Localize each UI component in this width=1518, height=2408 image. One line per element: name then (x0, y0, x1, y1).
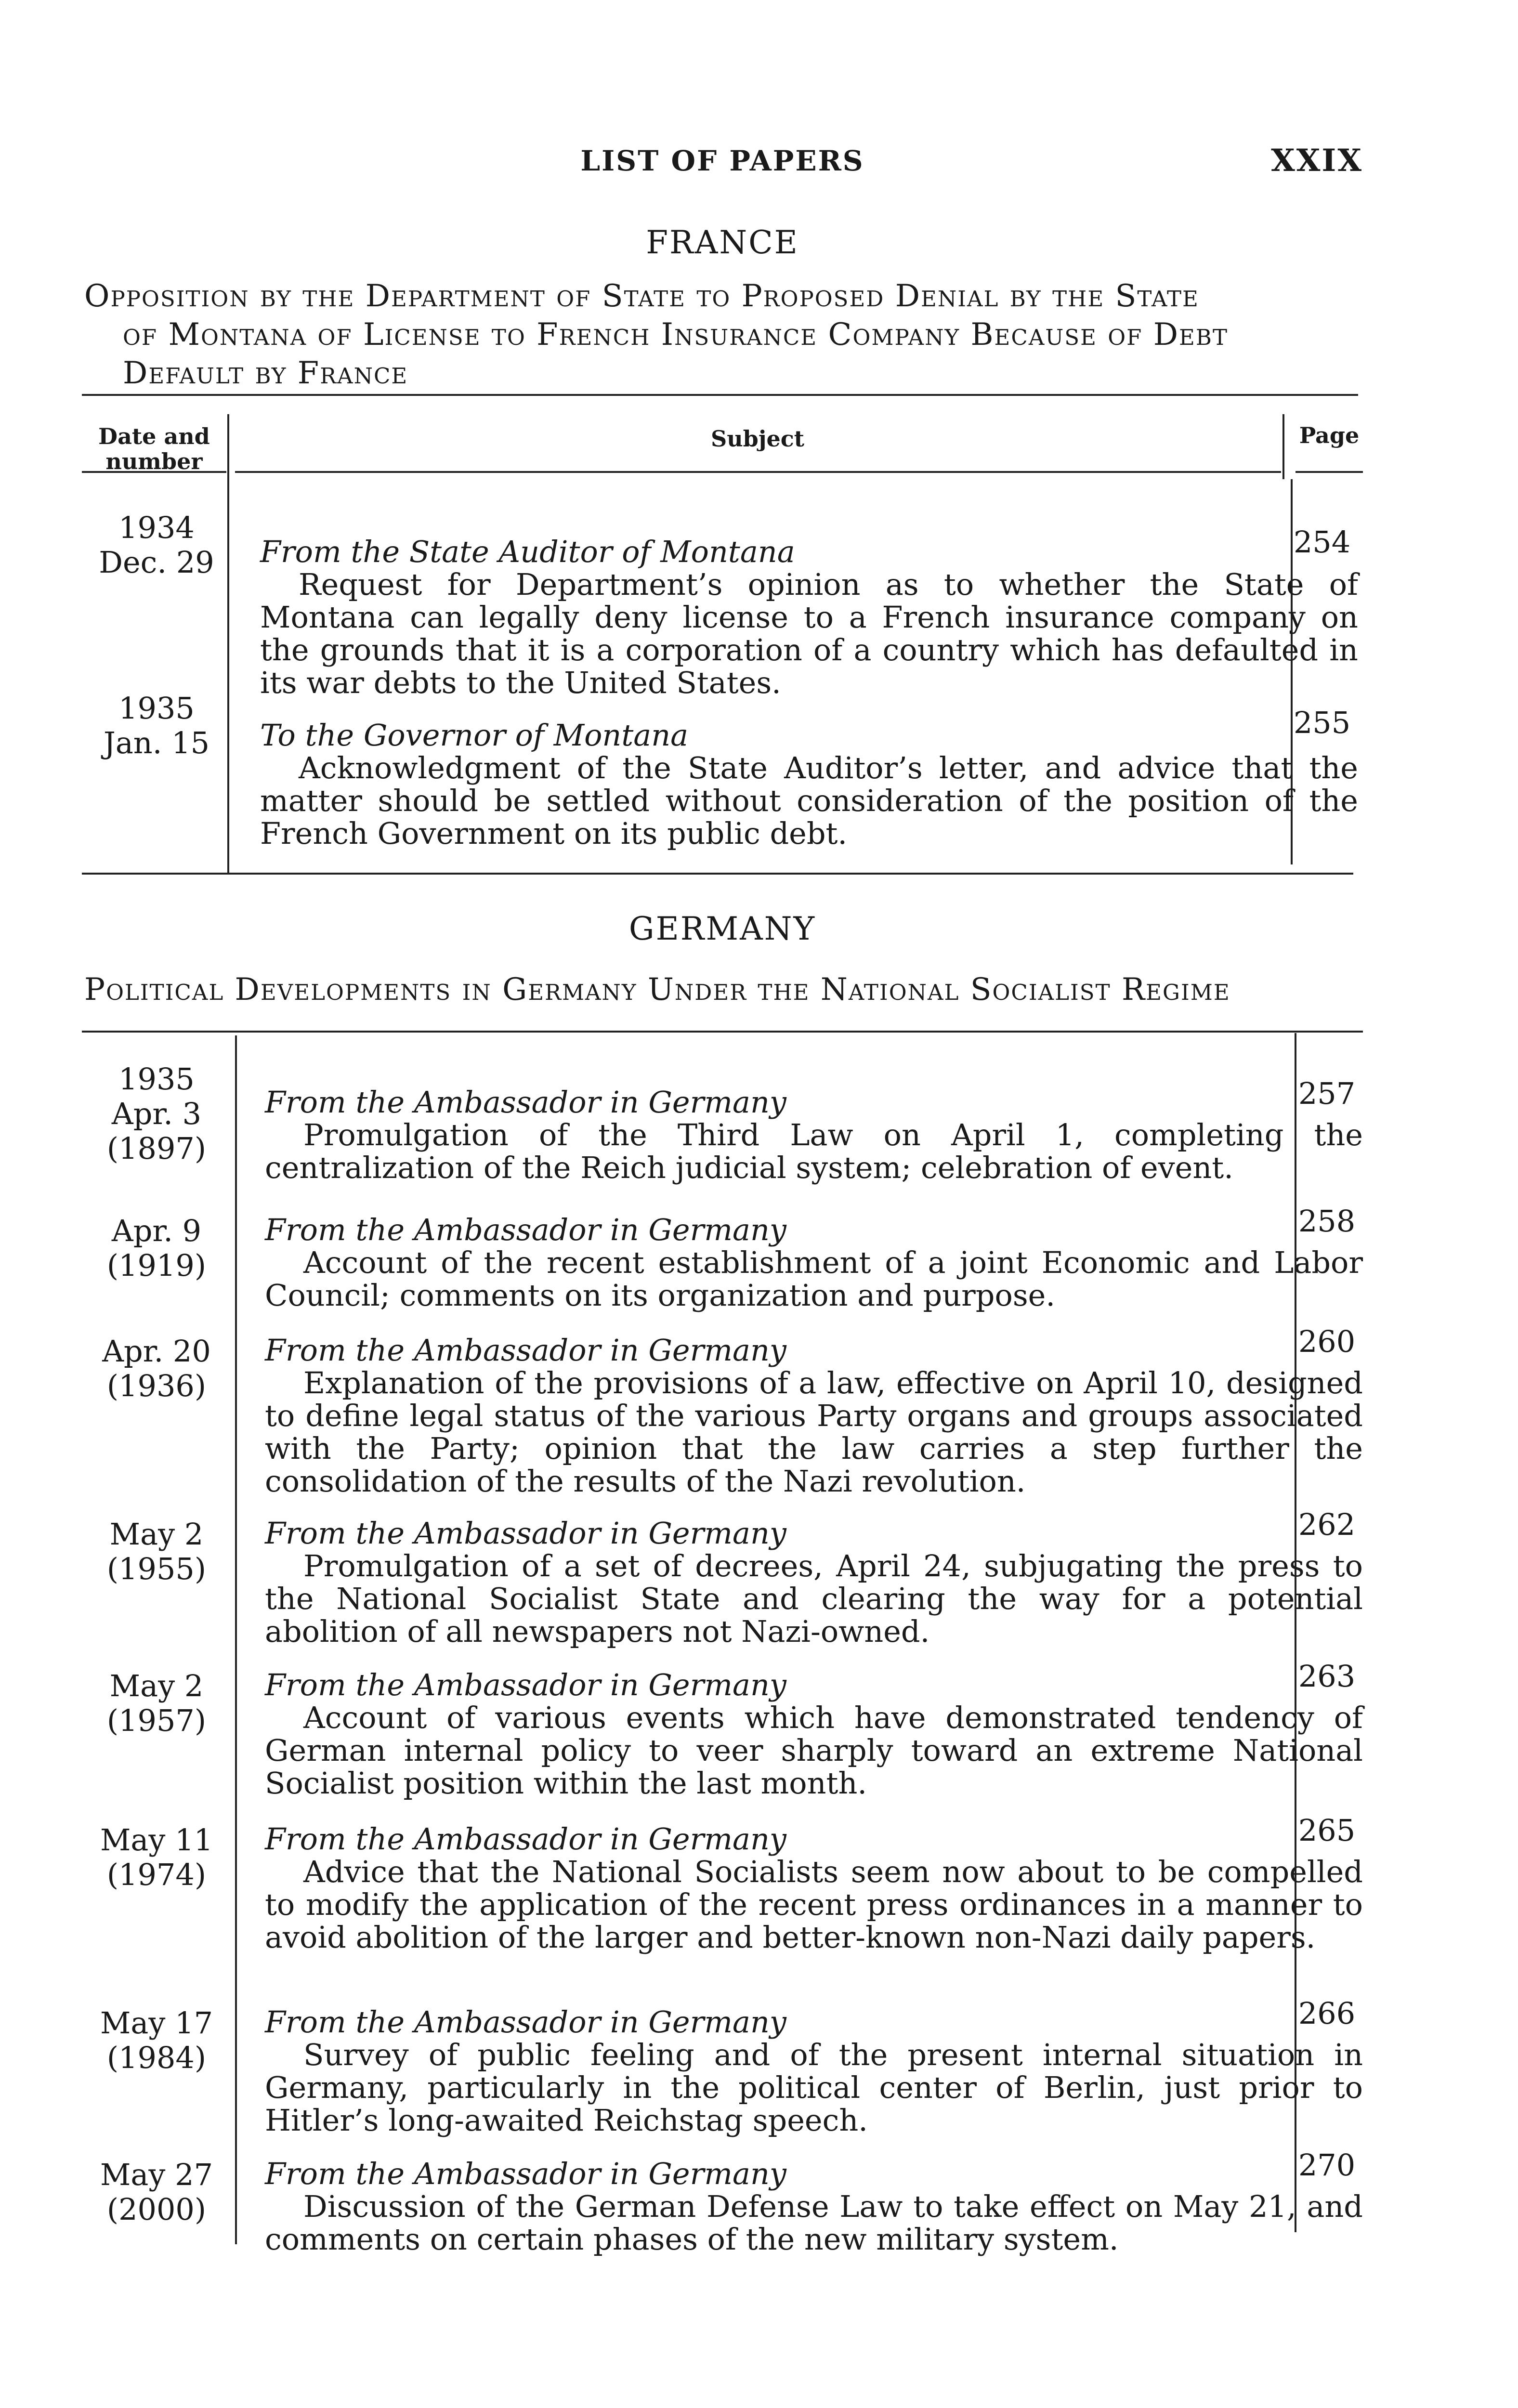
entry-description: Discussion of the German Defense Law to take effect on May 21, and comments on certain phases of the new military system. (265, 2189, 1363, 2257)
entry-body (265, 1086, 1363, 1184)
column-divider-page-header (1282, 414, 1284, 479)
entry-day: May 2 (109, 1668, 204, 1703)
column-divider-date (235, 1035, 237, 2244)
entry-number: (1919) (106, 1248, 207, 1283)
entry-day: Jan. 15 (103, 725, 210, 760)
country-heading-france: FRANCE (646, 224, 799, 261)
entry-date (82, 1062, 231, 1166)
entry-description: Survey of public feeling and of the present internal situation in Germany, particularly in the political center of Berlin, just prior to Hitler’s long-awaited Reichstag speech. (265, 2037, 1363, 2138)
entry-body (265, 1517, 1363, 1648)
entry-day: Apr. 3 (111, 1096, 202, 1131)
entry-source: From the Ambassador in Germany (265, 1085, 786, 1120)
entry-day: Dec. 29 (99, 545, 214, 580)
running-head (82, 140, 1363, 183)
entry-number: (1974) (106, 1857, 207, 1892)
entry-day: Apr. 9 (111, 1213, 202, 1248)
entry-page: 260 (1298, 1324, 1356, 1359)
entry-date (82, 1823, 231, 1892)
entry-source: From the State Auditor of Montana (260, 534, 795, 569)
entry-date (82, 1669, 231, 1738)
entry-date (82, 1517, 231, 1586)
entry-number: (1897) (106, 1131, 207, 1166)
entry-number: (1957) (106, 1703, 207, 1738)
entry-number: (2000) (106, 2192, 207, 2227)
entry-source: To the Governor of Montana (260, 718, 689, 753)
entry-number: (1955) (106, 1551, 207, 1586)
section-title-germany: Political Developments in Germany Under the National Socialist Regime (84, 972, 1230, 1008)
entry-page: 262 (1298, 1507, 1356, 1542)
entry-description: Account of the recent establishment of a joint Economic and Labor Council; comments on its organization and purpose. (265, 1245, 1363, 1313)
table-top-rule (82, 1031, 1363, 1033)
section-title-line: Opposition by the Department of State to Proposed Denial by the State (84, 278, 1199, 314)
header-rule-page (1296, 471, 1363, 473)
column-header-date-line: Date and (98, 423, 210, 449)
entry-date (82, 691, 231, 760)
entry-source: From the Ambassador in Germany (265, 1212, 786, 1247)
entry-date (82, 1334, 231, 1403)
entry-description: Request for Department’s opinion as to whether the State of Montana can legally deny license to a French insurance company on the grounds that it is a corporation of a country which has defaulted in its war debts to the United States. (260, 567, 1358, 700)
column-header-page: Page (1299, 422, 1360, 448)
table-bottom-rule (82, 873, 1353, 875)
country-heading-germany: GERMANY (628, 910, 816, 947)
running-title: LIST OF PAPERS (580, 144, 864, 177)
entry-day: May 2 (109, 1517, 204, 1552)
entry-body (260, 719, 1358, 850)
entry-page: 266 (1298, 1996, 1356, 2031)
entry-page: 263 (1298, 1659, 1356, 1694)
entry-body (265, 1669, 1363, 1800)
entry-page: 258 (1298, 1204, 1356, 1239)
entry-number: (1984) (106, 2040, 207, 2075)
entry-number: (1936) (106, 1368, 207, 1403)
entry-date (82, 2006, 231, 2075)
section-title-line: of Montana of License to French Insurance Company Because of Debt (123, 317, 1228, 353)
entry-description: Promulgation of the Third Law on April 1, completing the centralization of the Reich judicial system; celebration of event. (265, 1117, 1363, 1185)
column-header-date (82, 424, 226, 474)
entry-source: From the Ambassador in Germany (265, 1821, 786, 1857)
entry-body (265, 1334, 1363, 1498)
entry-body (265, 2006, 1363, 2137)
section-title-line: Default by France (123, 355, 408, 391)
entry-page: 265 (1298, 1813, 1356, 1848)
table-top-rule (82, 394, 1358, 396)
entry-year: 1934 (118, 510, 195, 545)
entry-description: Acknowledgment of the State Auditor’s letter, and advice that the matter should be settled without consideration of the position of the French Government on its public debt. (260, 750, 1358, 851)
page-number: XXIX (1271, 143, 1363, 179)
entry-day: May 17 (100, 2005, 213, 2041)
column-divider-date (227, 414, 229, 874)
entry-description: Account of various events which have demonstrated tendency of German internal policy to veer sharply toward an extreme National Socialist position within the last month. (265, 1700, 1363, 1801)
entry-body (265, 1214, 1363, 1312)
entry-page: 255 (1293, 705, 1351, 740)
entry-body (265, 2158, 1363, 2256)
entry-body (260, 536, 1358, 699)
entry-year: 1935 (118, 691, 195, 726)
entry-body (265, 1823, 1363, 1954)
entry-description: Advice that the National Socialists seem now about to be compelled to modify the application of the recent press ordinances in a manner to avoid abolition of the larger and better-known non-Nazi daily papers. (265, 1854, 1363, 1955)
entry-source: From the Ambassador in Germany (265, 2156, 786, 2191)
entry-date (82, 1214, 231, 1283)
column-header-date-line: number (105, 448, 203, 474)
entry-description: Explanation of the provisions of a law, effective on April 10, designed to define legal status of the various Party organs and groups associated with the Party; opinion that the law carries a step further the consolidation of the results of the Nazi revolution. (265, 1365, 1363, 1499)
entry-source: From the Ambassador in Germany (265, 1667, 786, 1702)
entry-year: 1935 (118, 1061, 195, 1097)
entry-source: From the Ambassador in Germany (265, 1516, 786, 1551)
section-title-france (84, 277, 1365, 393)
entry-day: Apr. 20 (102, 1334, 211, 1369)
entry-description: Promulgation of a set of decrees, April 24, subjugating the press to the National Socialist State and clearing the way for a potential abolition of all newspapers not Nazi-owned. (265, 1548, 1363, 1649)
entry-page: 270 (1298, 2147, 1356, 2183)
column-header-subject: Subject (711, 426, 804, 452)
entry-date (82, 2158, 231, 2227)
entry-day: May 27 (100, 2157, 213, 2192)
entry-day: May 11 (100, 1822, 213, 1858)
entry-source: From the Ambassador in Germany (265, 2004, 786, 2040)
header-rule-subject (235, 471, 1281, 473)
entry-date (82, 510, 231, 580)
entry-source: From the Ambassador in Germany (265, 1333, 786, 1368)
entry-page: 254 (1293, 524, 1351, 560)
entry-page: 257 (1298, 1076, 1356, 1111)
